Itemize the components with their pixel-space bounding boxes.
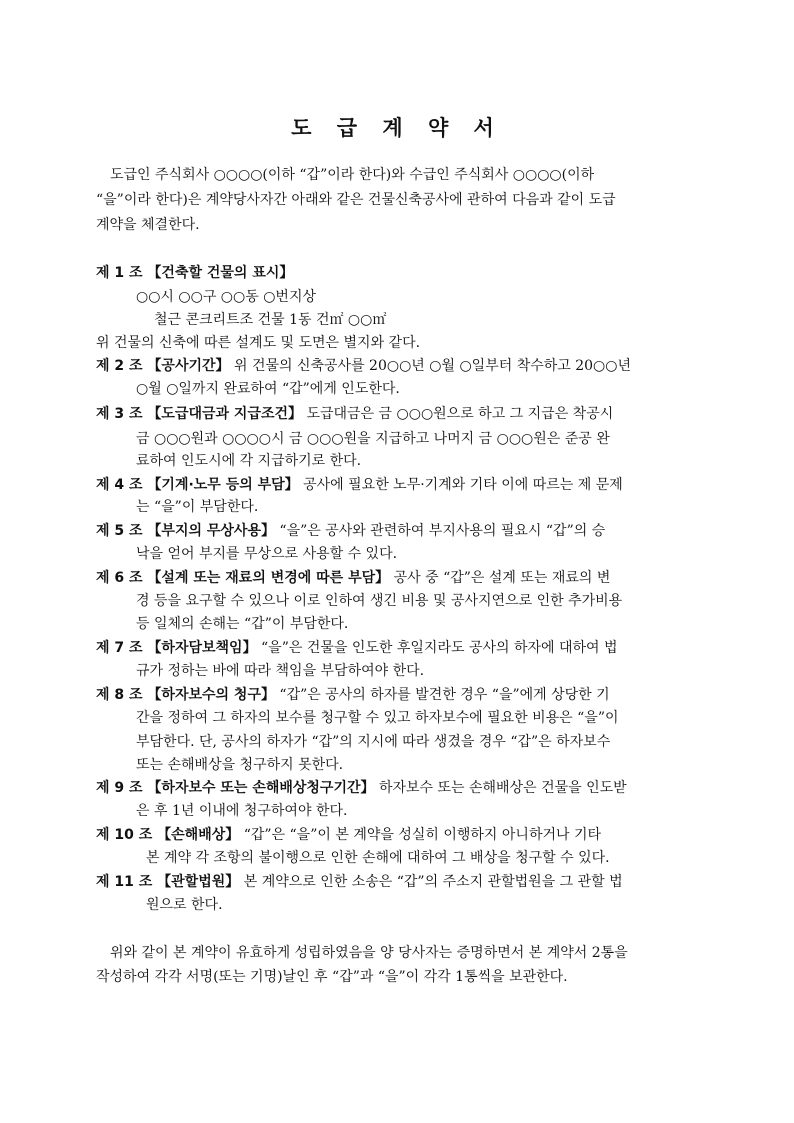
article-heading: 【건축할 건물의 표시】	[147, 265, 294, 281]
article-6-cont-1: 경 등을 요구할 수 있으나 이로 인하여 생긴 비용 및 공사지연으로 인한 추가비용	[136, 593, 623, 609]
article-text: “갑”은 공사의 하자를 발견한 경우 “을”에게 상당한 기	[274, 687, 610, 703]
article-heading: 【도급대금과 지급조건】	[147, 406, 303, 422]
article-text: 도급대금은 금 ○○○원으로 하고 그 지급은 착공시	[302, 406, 614, 422]
article-5	[96, 522, 605, 540]
preamble-line-3: 계약을 체결한다.	[96, 217, 200, 233]
article-8-cont-2: 부담한다. 단, 공사의 하자가 “갑”의 지시에 따라 생겼을 경우 “갑”은 하자보수	[136, 734, 611, 750]
article-prefix: 제 10 조	[96, 827, 158, 843]
article-prefix: 제 1 조	[96, 265, 148, 281]
article-prefix: 제 9 조	[96, 780, 148, 796]
article-8-cont-3: 또는 손해배상을 청구하지 못한다.	[136, 757, 344, 773]
article-heading: 【손해배상】	[157, 827, 240, 843]
article-7-cont: 규가 정하는 바에 따라 책임을 부담하여야 한다.	[136, 663, 425, 679]
preamble-line-2: “을”이라 한다)은 계약당사자간 아래와 같은 건물신축공사에 관하여 다음과 같이 도급	[96, 192, 616, 208]
article-text: “갑”은 “을”이 본 계약을 성실히 이행하지 아니하거나 기타	[239, 827, 602, 843]
article-heading: 【부지의 무상사용】	[147, 523, 275, 539]
article-9	[96, 779, 627, 797]
article-4	[96, 476, 623, 494]
article-8	[96, 686, 610, 704]
article-text: 본 계약으로 인한 소송은 “갑”의 주소지 관할법원을 그 관할 법	[239, 874, 623, 890]
article-11	[96, 873, 623, 891]
article-prefix: 제 11 조	[96, 874, 158, 890]
closing-line-1: 위와 같이 본 계약이 유효하게 성립하였음을 양 당사자는 증명하면서 본 계약서 2통을	[110, 945, 628, 961]
preamble-line-1: 도급인 주식회사 ○○○○(이하 “갑”이라 한다)와 수급인 주식회사 ○○○○(이하	[110, 167, 595, 183]
article-prefix: 제 7 조	[96, 640, 148, 656]
article-text: “을”은 공사와 관련하여 부지사용의 필요시 “갑”의 승	[274, 523, 606, 539]
article-6-cont-2: 등 일체의 손해는 “갑”이 부담한다.	[136, 616, 349, 632]
article-3-cont-2: 료하여 인도시에 각 지급하기로 한다.	[136, 453, 362, 469]
article-heading: 【기계·노무 등의 부담】	[147, 477, 299, 493]
closing-line-2: 작성하여 각각 서명(또는 기명)날인 후 “갑”과 “을”이 각각 1통씩을 보관한다.	[96, 969, 568, 985]
article-heading: 【공사기간】	[147, 358, 230, 374]
article-text: “을”은 건물을 인도한 후일지라도 공사의 하자에 대하여 법	[256, 640, 618, 656]
article-2-cont: ○월 ○일까지 완료하여 “갑”에게 인도한다.	[136, 381, 400, 397]
article-6	[96, 569, 610, 587]
article-text: 위 건물의 신축공사를 20○○년 ○월 ○일부터 착수하고 20○○년	[229, 358, 632, 374]
article-text: 공사 중 “갑”은 설계 또는 재료의 변	[389, 570, 611, 586]
article-10	[96, 826, 601, 844]
article-10-cont: 본 계약 각 조항의 불이행으로 인한 손해에 대하여 그 배상을 청구할 수 있다.	[146, 850, 610, 866]
article-heading: 【하자담보책임】	[147, 640, 257, 656]
article-11-cont: 원으로 한다.	[146, 897, 223, 913]
article-8-cont-1: 간을 정하여 그 하자의 보수를 청구할 수 있고 하자보수에 필요한 비용은 “을”이	[136, 710, 619, 726]
article-heading: 【관할법원】	[157, 874, 240, 890]
document-title: 도 급 계 약 서	[291, 116, 503, 140]
article-4-cont: 는 “을”이 부담한다.	[136, 499, 259, 515]
article-1-sub-1: ○○시 ○○구 ○○동 ○번지상	[136, 289, 317, 305]
article-1-sub-3: 위 건물의 신축에 따른 설계도 및 도면은 별지와 같다.	[96, 335, 421, 351]
article-prefix: 제 5 조	[96, 523, 148, 539]
article-5-cont: 낙을 얻어 부지를 무상으로 사용할 수 있다.	[136, 546, 398, 562]
article-prefix: 제 4 조	[96, 477, 148, 493]
article-heading: 【하자보수 또는 손해배상청구기간】	[147, 780, 375, 796]
article-text: 공사에 필요한 노무·기계와 기타 이에 따르는 제 문제	[298, 477, 623, 493]
article-7	[96, 639, 618, 657]
article-2	[96, 357, 631, 375]
article-1-sub-2: 철근 콘크리트조 건물 1동 건㎡ ○○㎡	[154, 312, 387, 328]
article-3-cont-1: 금 ○○○원과 ○○○○시 금 ○○○원을 지급하고 나머지 금 ○○○원은 준공 완	[136, 431, 610, 447]
article-heading: 【하자보수의 청구】	[147, 687, 275, 703]
article-prefix: 제 3 조	[96, 406, 148, 422]
article-heading: 【설계 또는 재료의 변경에 따른 부담】	[147, 570, 390, 586]
article-prefix: 제 2 조	[96, 358, 148, 374]
article-3	[96, 405, 613, 423]
article-1	[96, 264, 293, 282]
article-prefix: 제 8 조	[96, 687, 148, 703]
article-text: 하자보수 또는 손해배상은 건물을 인도받	[374, 780, 627, 796]
article-prefix: 제 6 조	[96, 570, 148, 586]
article-9-cont: 은 후 1년 이내에 청구하여야 한다.	[136, 803, 348, 819]
